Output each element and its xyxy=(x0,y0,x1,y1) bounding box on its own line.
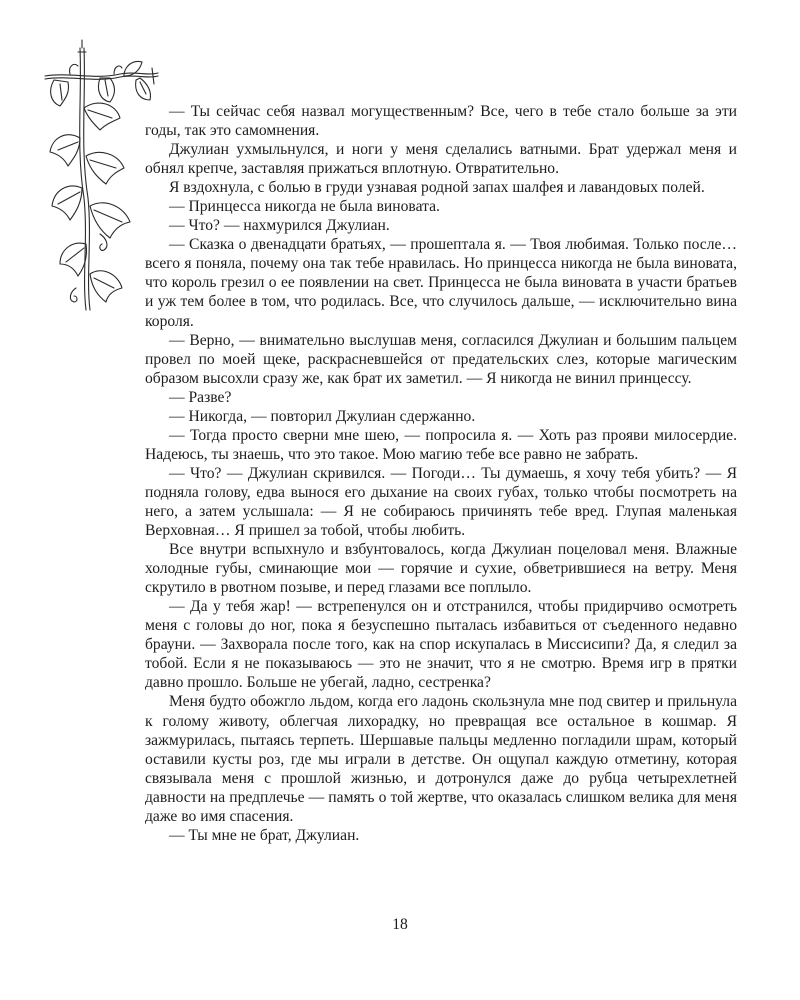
paragraph: — Ты сейчас себя назвал могущественным? Все, чего в тебе стало больше за эти годы, так это самомнения. xyxy=(145,103,737,140)
paragraph: — Никогда, — повторил Джулиан сдержанно. xyxy=(169,407,476,425)
paragraph: — Верно, — внимательно выслушав меня, согласился Джулиан и большим пальцем провел по моей щеке, раскрасневшейся от предательских слез, которые магическим образом высохли сразу же, как брат их заметил. — Я никогда не винил принцессу. xyxy=(145,331,737,387)
body-text xyxy=(145,102,737,845)
paragraph: — Разве? xyxy=(169,388,232,406)
paragraph: — Что? — нахмурился Джулиан. xyxy=(169,217,390,235)
paragraph: Я вздохнула, с болью в груди узнавая родной запах шалфея и лавандовых полей. xyxy=(169,179,705,197)
paragraph: — Ты мне не брат, Джулиан. xyxy=(169,826,360,844)
paragraph: Джулиан ухмыльнулся, и ноги у меня сделались ватными. Брат удержал меня и обнял крепче, заставляя прижаться вплотную. Отвратительно. xyxy=(145,141,737,178)
paragraph: Меня будто обожгло льдом, когда его ладонь скользнула мне под свитер и прильнула к голому животу, облегчая лихорадку, но превращая все остальное в кошмар. Я зажмурилась, пытаясь терпеть. Шершавые пальцы медленно погладили шрам, который оставили кусты роз, где мы играли в детстве. Он ощупал каждую отметину, которая связывала меня с прошлой жизнью, и дотронулся даже до рубца четырехлетней давности на предплечье — память о той жертве, что оказалась слишком велика для меня даже во имя спасения. xyxy=(145,693,737,825)
paragraph: — Сказка о двенадцати братьях, — прошептала я. — Твоя любимая. Только после… всего я поняла, почему она так тебе нравилась. Но принцесса никогда не была виновата, что король грезил о ее появлении на свет. Принцесса не была виновата в участи братьев и уж тем более в том, что родилась. Все, что случилось дальше, — исключительно вина короля. xyxy=(145,236,737,330)
page-number: 18 xyxy=(392,916,408,933)
ivy-vine-ornament-icon xyxy=(40,38,160,313)
paragraph: — Да у тебя жар! — встрепенулся он и отстранился, чтобы придирчиво осмотреть меня с головы до ног, пока я безуспешно пыталась избавиться от съеденного недавно брауни. — Захворала после того, как на спор искупалась в Миссисипи? Да, я следил за тобой. Если я не показываюсь — это не значит, что я не смотрю. Время игр в прятки давно прошло. Больше не убегай, ладно, сестренка? xyxy=(145,598,737,692)
paragraph: Все внутри вспыхнуло и взбунтовалось, когда Джулиан поцеловал меня. Влажные холодные губы, сминающие мои — горячие и сухие, обветрившиеся на ветру. Меня скрутило в рвотном позыве, и перед глазами все поплыло. xyxy=(145,541,737,597)
paragraph: — Тогда просто сверни мне шею, — попросила я. — Хоть раз прояви милосердие. Надеюсь, ты знаешь, что это такое. Мою магию тебе все равно не забрать. xyxy=(145,426,737,463)
paragraph: — Принцесса никогда не была виновата. xyxy=(169,198,440,216)
paragraph: — Что? — Джулиан скривился. — Погоди… Ты думаешь, я хочу тебя убить? — Я подняла голову, едва вынося его дыхание на своих губах, только чтобы посмотреть на него, а затем услышала: — Я не собираюсь причинять тебе вред. Глупая маленькая Верховная… Я пришел за тобой, чтобы любить. xyxy=(145,464,737,540)
